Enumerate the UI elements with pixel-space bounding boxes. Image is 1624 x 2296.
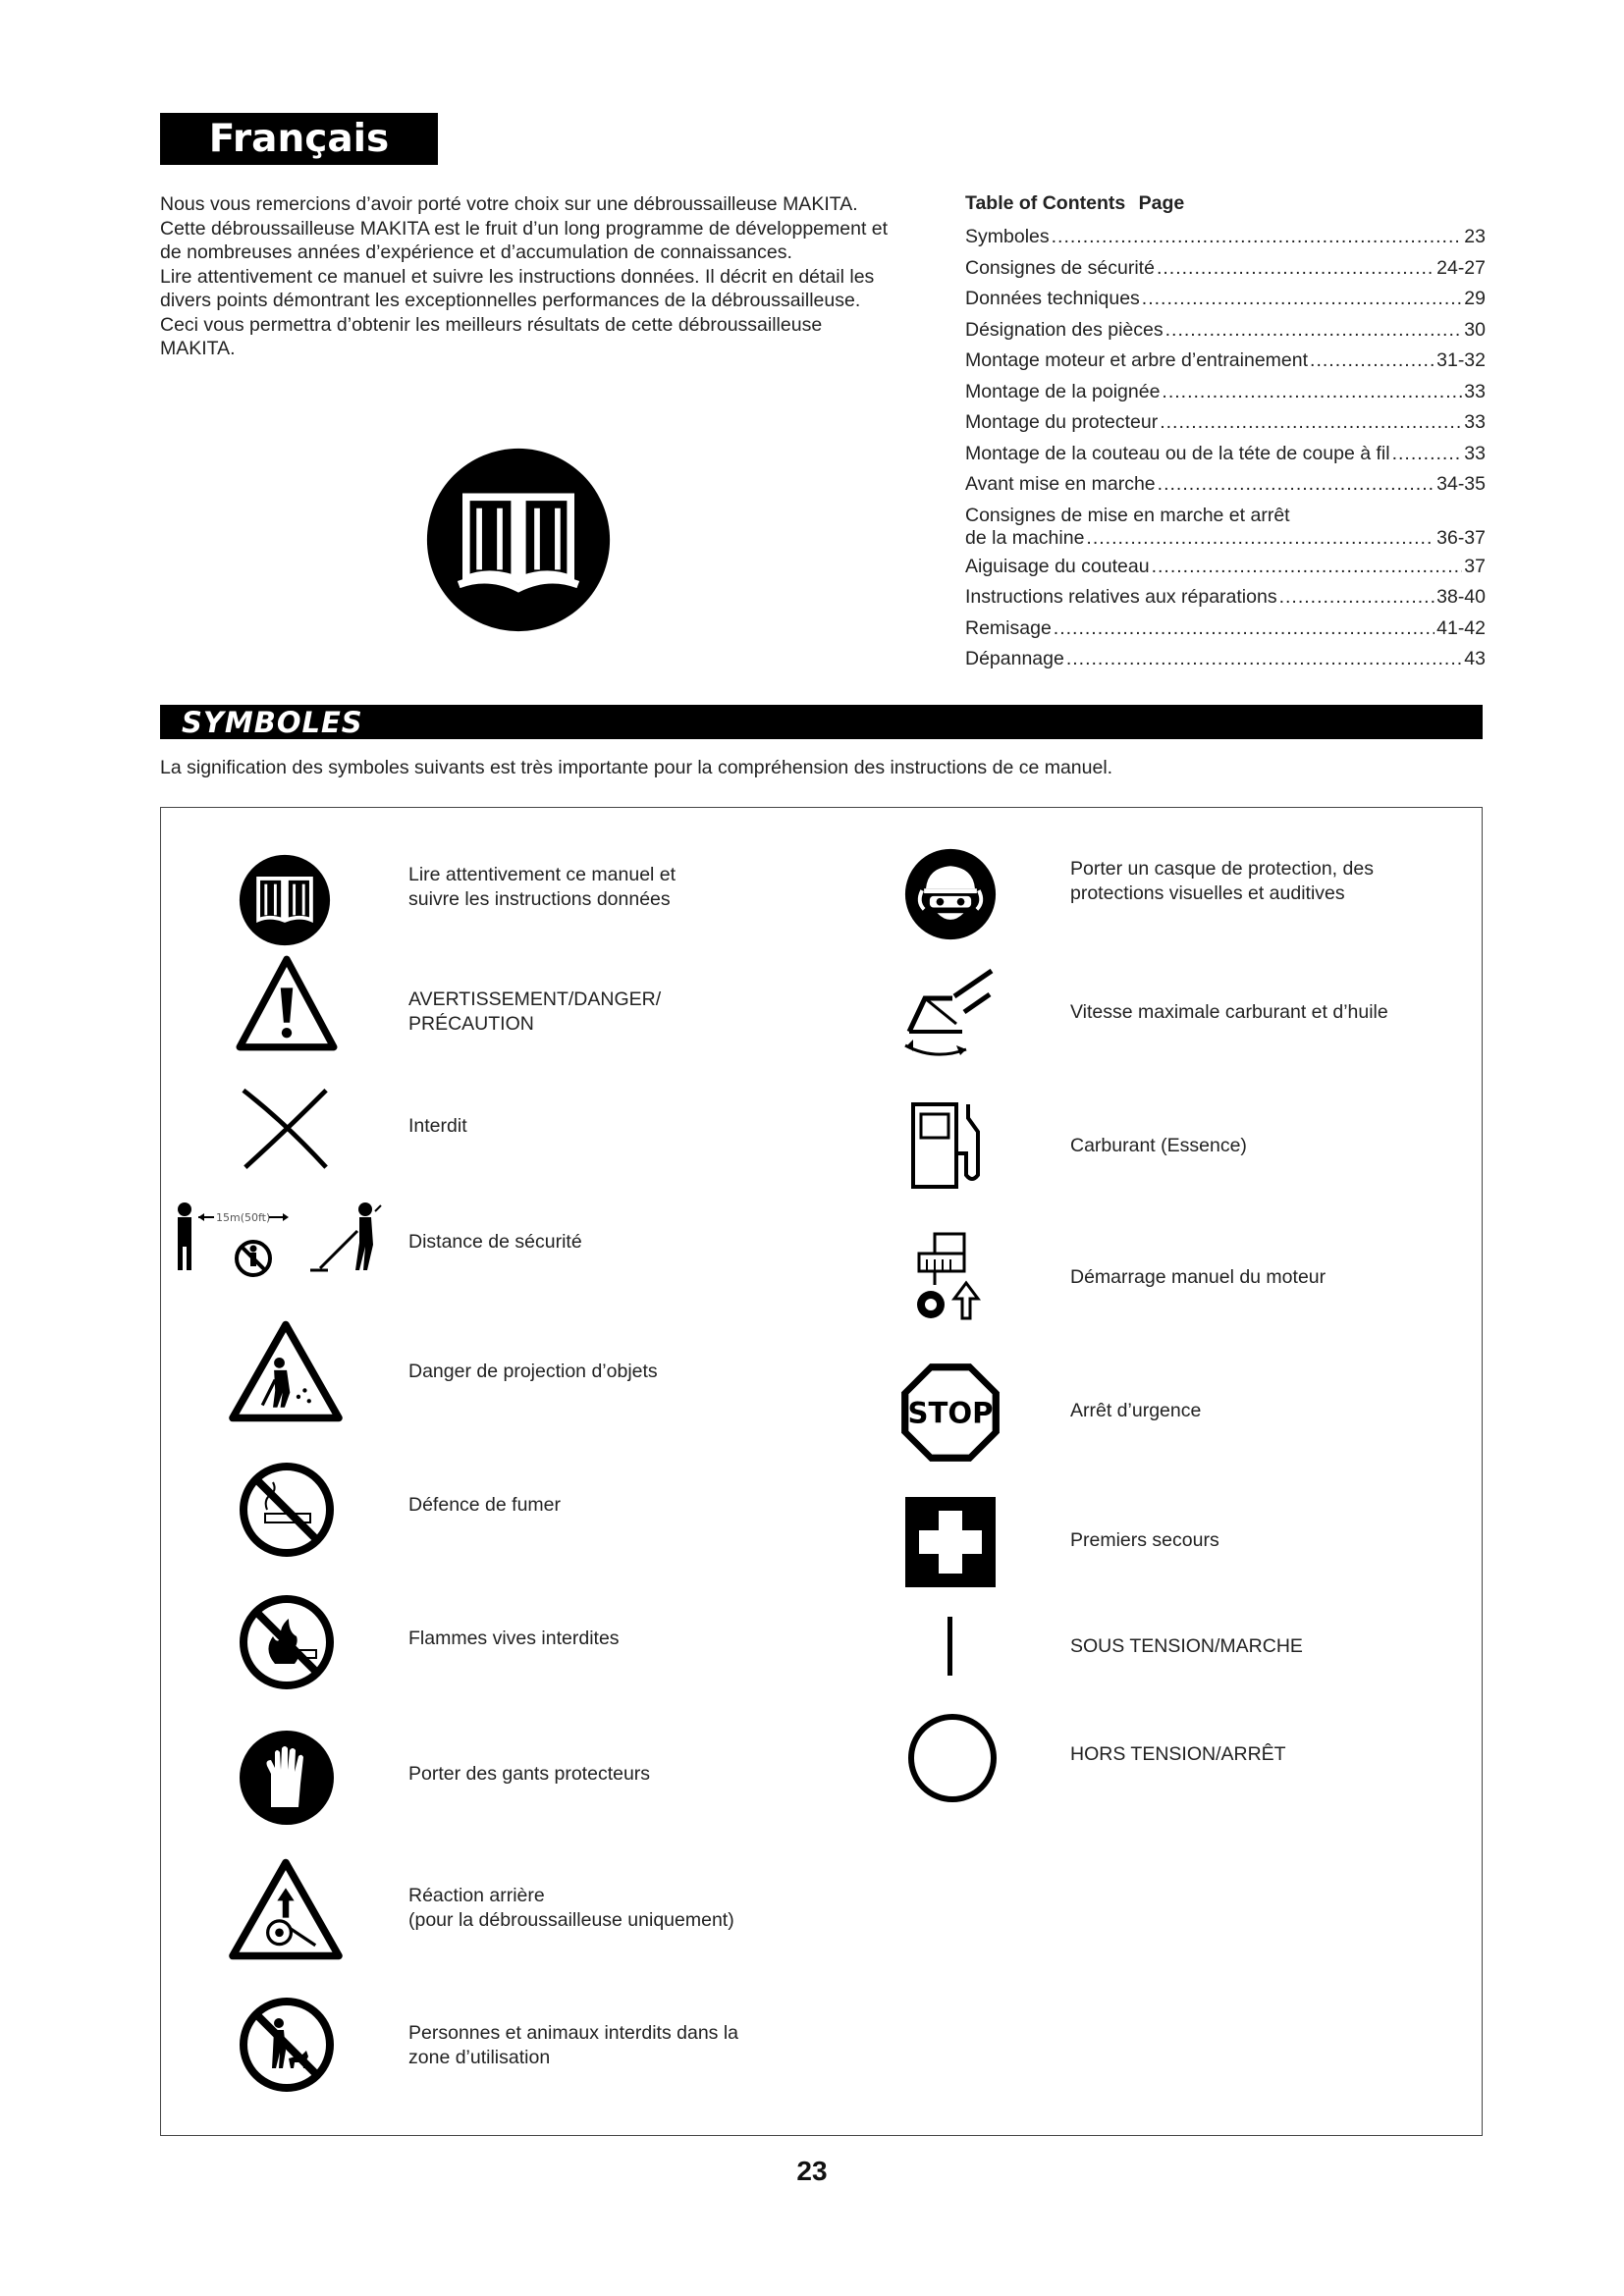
toc-leader — [1165, 319, 1463, 342]
toc-entry-title: Consignes de sécurité — [965, 256, 1155, 279]
toc-entry-title: Montage de la poignée — [965, 380, 1161, 402]
toc-entry-title: Montage du protecteur — [965, 411, 1159, 433]
toc-entry — [965, 648, 1486, 679]
toc-leader — [1158, 473, 1435, 496]
symbol-label: Distance de sécurité — [408, 1231, 582, 1253]
toc-entry-title: Montage de la couteau ou de la téte de coupe à fil — [965, 442, 1390, 464]
toc-leader — [1392, 443, 1463, 465]
toc-entry-title: Données techniques — [965, 288, 1140, 309]
symbol-label: Personnes et animaux interdits dans la zone d’utilisation — [408, 2022, 739, 2068]
toc-entry-page: 43 — [1464, 648, 1486, 669]
toc-entry — [965, 556, 1486, 587]
toc-entry-page: 33 — [1464, 411, 1486, 433]
toc-entry-title: Aiguisage du couteau — [965, 555, 1150, 577]
power-off-icon — [907, 1713, 998, 1803]
prohibited-cross-icon — [238, 1085, 332, 1171]
toc-entry-title: Désignation des pièces — [965, 318, 1164, 341]
toc-entry — [965, 443, 1486, 474]
no-persons-animals-icon — [238, 1996, 336, 2094]
toc-entry — [965, 226, 1486, 257]
gloves-icon — [238, 1729, 336, 1827]
toc-leader — [1157, 257, 1435, 280]
toc-entry-page: 33 — [1464, 442, 1486, 464]
symbol-label: Danger de projection d’objets — [408, 1361, 658, 1382]
no-flames-icon — [238, 1593, 336, 1691]
symbols-box — [160, 807, 1483, 2136]
symbol-label: Arrêt d’urgence — [1070, 1400, 1202, 1421]
symbol-label: Flammes vives interdites — [408, 1628, 620, 1649]
toc-entry-title: Dépannage — [965, 648, 1064, 669]
toc-heading — [965, 192, 1486, 214]
symbol-label: Interdit — [408, 1115, 467, 1137]
manual-start-icon — [905, 1230, 1000, 1324]
symbol-label: Vitesse maximale carburant et d’huile — [1070, 1001, 1388, 1023]
toc-entry — [965, 288, 1486, 319]
toc-entry — [965, 411, 1486, 443]
toc-entry-title: Symboles — [965, 226, 1050, 247]
read-manual-icon — [238, 853, 332, 947]
toc-entry-page: 41-42 — [1436, 616, 1486, 639]
symbol-label: AVERTISSEMENT/DANGER/ PRÉCAUTION — [408, 988, 662, 1035]
power-on-icon — [943, 1617, 958, 1676]
toc-entry-page: 34-35 — [1436, 473, 1486, 495]
toc-entry — [965, 617, 1486, 649]
safety-distance-icon — [173, 1196, 397, 1284]
toc-leader — [1052, 226, 1463, 248]
toc-title: Table of Contents — [965, 192, 1126, 214]
symbol-label: SOUS TENSION/MARCHE — [1070, 1635, 1303, 1657]
toc-page-label: Page — [1138, 192, 1185, 214]
fuel-pump-icon — [907, 1098, 996, 1193]
toc-entry — [965, 381, 1486, 412]
helmet-protection-icon — [903, 847, 998, 941]
symbol-label: Réaction arrière (pour la débroussailleuse uniquement) — [408, 1885, 734, 1931]
toc-entry-title-cont: de la machine — [965, 526, 1085, 549]
toc-entry — [965, 586, 1486, 617]
max-speed-icon — [895, 963, 1005, 1073]
kickback-icon — [226, 1856, 346, 1962]
intro-paragraph-1: Nous vous remercions d’avoir porté votre choix sur une débroussailleuse MAKITA. Cette débroussailleuse MAKITA est le fruit d’un long programme de développement et de nombreuses années d’expérience et d’accumulation de connaissances. — [160, 193, 889, 263]
intro-text — [160, 192, 896, 361]
toc-leader — [1066, 648, 1462, 670]
toc-leader — [1152, 556, 1463, 578]
table-of-contents — [965, 192, 1486, 679]
symbol-label: Carburant (Essence) — [1070, 1135, 1247, 1156]
first-aid-icon — [905, 1497, 996, 1587]
stop-sign-text: STOP — [907, 1396, 994, 1430]
toc-entry-page: 30 — [1464, 318, 1486, 341]
symbol-label: HORS TENSION/ARRÊT — [1070, 1743, 1286, 1765]
symbols-intro: La signification des symboles suivants est très importante pour la compréhension des instructions de ce manuel. — [160, 757, 1113, 778]
toc-entry — [965, 473, 1486, 505]
toc-entry-page: 37 — [1464, 555, 1486, 577]
toc-leader — [1054, 617, 1435, 640]
symbols-banner — [160, 705, 1483, 739]
toc-entry — [965, 319, 1486, 350]
symbol-label: Défence de fumer — [408, 1494, 562, 1516]
toc-entry-page: 29 — [1464, 288, 1486, 309]
toc-entry-page: 24-27 — [1436, 256, 1486, 279]
toc-entry-page: 36-37 — [1436, 526, 1486, 549]
read-manual-large-icon — [425, 447, 612, 633]
toc-entry-title: Montage moteur et arbre d’entrainement — [965, 349, 1309, 371]
page-number: 23 — [796, 2156, 828, 2186]
distance-label: 15m(50ft) — [216, 1211, 271, 1224]
toc-entry-title: Remisage — [965, 616, 1052, 639]
symbol-label: Lire attentivement ce manuel et suivre les instructions données — [408, 864, 677, 910]
toc-entry-page: 38-40 — [1436, 586, 1486, 608]
intro-paragraph-2: Lire attentivement ce manuel et suivre les instructions données. Il décrit en détail les divers points démontrant les exceptionnelles performances de la débroussailleuse. Ceci vous permettra d’obtenir les meilleurs résultats de cette débroussailleuse MAKITA. — [160, 265, 875, 359]
symbol-label: Porter un casque de protection, des protections visuelles et auditives — [1070, 858, 1374, 904]
language-banner: Français — [160, 113, 438, 165]
toc-leader — [1142, 288, 1463, 310]
projection-danger-icon — [226, 1318, 346, 1424]
symbol-label: Démarrage manuel du moteur — [1070, 1266, 1326, 1288]
toc-entry-page: 31-32 — [1436, 349, 1486, 371]
toc-entry — [965, 349, 1486, 381]
toc-leader — [1279, 586, 1435, 609]
toc-entry-page: 23 — [1464, 226, 1486, 247]
toc-entry — [965, 505, 1486, 550]
toc-leader — [1310, 349, 1435, 372]
toc-leader — [1160, 411, 1462, 434]
stop-sign-icon — [899, 1362, 1001, 1464]
toc-leader — [1086, 527, 1435, 550]
no-smoking-icon — [238, 1461, 336, 1559]
toc-entry-page: 33 — [1464, 380, 1486, 402]
symbol-label: Premiers secours — [1070, 1529, 1219, 1551]
toc-entry — [965, 257, 1486, 289]
warning-triangle-icon — [236, 955, 338, 1051]
symbols-title: SYMBOLES — [182, 706, 363, 739]
symbol-label: Porter des gants protecteurs — [408, 1763, 651, 1785]
toc-entry-title: Instructions relatives aux réparations — [965, 586, 1277, 608]
toc-entry-title: Consignes de mise en marche et arrêt — [965, 504, 1290, 526]
toc-entry-title: Avant mise en marche — [965, 473, 1156, 495]
toc-leader — [1162, 381, 1462, 403]
